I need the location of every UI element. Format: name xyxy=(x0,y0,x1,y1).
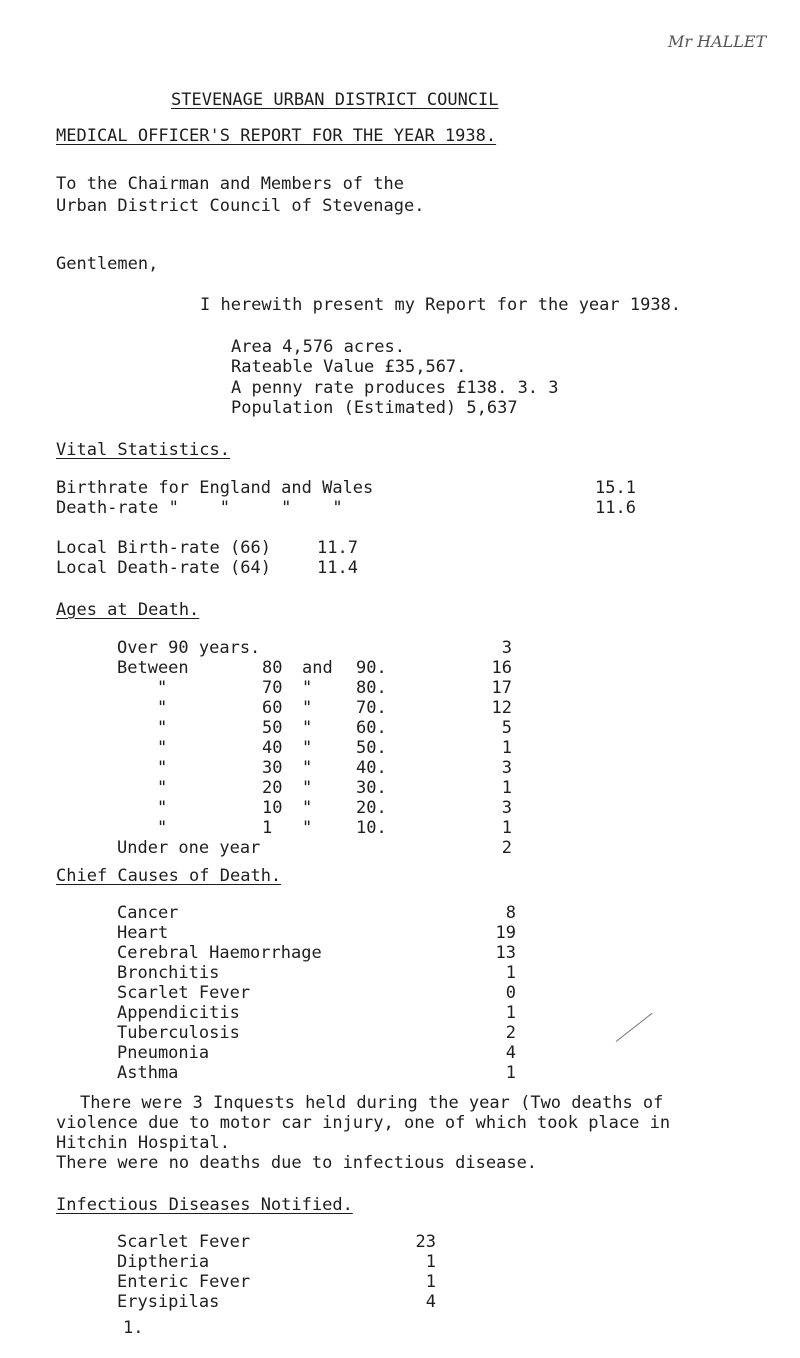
ages-at-death-heading: Ages at Death. xyxy=(56,600,200,620)
age-range-to: 40. xyxy=(356,758,387,778)
causes-of-death-heading: Chief Causes of Death. xyxy=(56,866,282,886)
age-death-count: 2 xyxy=(501,838,512,858)
cause-count: 1 xyxy=(505,963,516,983)
infectious-deaths-note: There were no deaths due to infectious disease. xyxy=(56,1153,538,1173)
inquests-line-1: There were 3 Inquests held during the year (Two deaths of xyxy=(80,1093,664,1113)
age-death-count: 5 xyxy=(501,718,512,738)
disease-label: Diptheria xyxy=(117,1252,210,1272)
age-death-count: 1 xyxy=(501,738,512,758)
age-range-from: 30 xyxy=(262,758,283,778)
age-range-to: 30. xyxy=(356,778,387,798)
age-range-and: " xyxy=(302,798,313,818)
cause-label: Heart xyxy=(117,923,169,943)
age-range-and: " xyxy=(302,678,313,698)
age-range-prefix: Under one year xyxy=(117,838,261,858)
birthrate-england-label: Birthrate for England and Wales xyxy=(56,478,374,498)
age-range-to: 80. xyxy=(356,678,387,698)
intro-paragraph: I herewith present my Report for the year 1938. xyxy=(200,295,682,315)
age-range-to: 10. xyxy=(356,818,387,838)
cause-count: 1 xyxy=(505,1003,516,1023)
fact-rateable-value: Rateable Value £35,567. xyxy=(231,357,467,377)
local-birthrate-label: Local Birth-rate (66) xyxy=(56,538,271,558)
cause-count: 2 xyxy=(505,1023,516,1043)
cause-count: 13 xyxy=(495,943,516,963)
disease-count: 1 xyxy=(425,1252,436,1272)
age-range-from: 60 xyxy=(262,698,283,718)
disease-label: Scarlet Fever xyxy=(117,1232,251,1252)
cause-count: 8 xyxy=(505,903,516,923)
fact-population: Population (Estimated) 5,637 xyxy=(231,398,518,418)
age-range-from: 10 xyxy=(262,798,283,818)
birthrate-england-value: 15.1 xyxy=(595,478,636,498)
vital-statistics-heading: Vital Statistics. xyxy=(56,440,230,460)
age-range-from: 1 xyxy=(262,818,273,838)
age-range-prefix: " xyxy=(157,818,168,838)
age-death-count: 1 xyxy=(501,818,512,838)
fact-area: Area 4,576 acres. xyxy=(231,337,405,357)
cause-label: Tuberculosis xyxy=(117,1023,240,1043)
age-range-from: 80 xyxy=(262,658,283,678)
age-range-and: " xyxy=(302,818,313,838)
age-range-to: 70. xyxy=(356,698,387,718)
fact-penny-rate: A penny rate produces £138. 3. 3 xyxy=(231,378,559,398)
age-range-and: " xyxy=(302,718,313,738)
age-range-to: 90. xyxy=(356,658,387,678)
local-birthrate-value: 11.7 xyxy=(317,538,358,558)
disease-count: 1 xyxy=(425,1272,436,1292)
age-death-count: 1 xyxy=(501,778,512,798)
age-death-count: 3 xyxy=(501,798,512,818)
age-range-prefix: " xyxy=(157,678,168,698)
cause-label: Appendicitis xyxy=(117,1003,240,1023)
age-range-from: 50 xyxy=(262,718,283,738)
age-death-count: 16 xyxy=(491,658,512,678)
age-death-count: 12 xyxy=(491,698,512,718)
cause-count: 0 xyxy=(505,983,516,1003)
age-range-and: " xyxy=(302,738,313,758)
cause-label: Cancer xyxy=(117,903,179,923)
council-heading: STEVENAGE URBAN DISTRICT COUNCIL xyxy=(171,90,499,110)
age-range-prefix: " xyxy=(157,798,168,818)
age-range-prefix: " xyxy=(157,698,168,718)
cause-label: Pneumonia xyxy=(117,1043,210,1063)
age-death-count: 3 xyxy=(501,638,512,658)
local-deathrate-label: Local Death-rate (64) xyxy=(56,558,271,578)
age-range-and: " xyxy=(302,698,313,718)
age-range-prefix: " xyxy=(157,738,168,758)
address-line-2: Urban District Council of Stevenage. xyxy=(56,196,425,216)
age-range-from: 40 xyxy=(262,738,283,758)
report-title: MEDICAL OFFICER'S REPORT FOR THE YEAR 1938. xyxy=(56,126,497,146)
age-range-and: " xyxy=(302,778,313,798)
age-range-to: 50. xyxy=(356,738,387,758)
cause-label: Bronchitis xyxy=(117,963,220,983)
page-number: 1. xyxy=(123,1318,144,1338)
disease-count: 4 xyxy=(425,1292,436,1312)
cause-count: 4 xyxy=(505,1043,516,1063)
disease-label: Enteric Fever xyxy=(117,1272,251,1292)
inquests-line-3: Hitchin Hospital. xyxy=(56,1133,230,1153)
deathrate-england-label: Death-rate " " " " xyxy=(56,498,343,518)
cause-count: 1 xyxy=(505,1063,516,1083)
age-range-prefix: " xyxy=(157,758,168,778)
age-range-from: 70 xyxy=(262,678,283,698)
disease-count: 23 xyxy=(415,1232,436,1252)
age-range-prefix: Over 90 years. xyxy=(117,638,261,658)
age-range-prefix: Between xyxy=(117,658,189,678)
cause-count: 19 xyxy=(495,923,516,943)
infectious-diseases-heading: Infectious Diseases Notified. xyxy=(56,1195,353,1215)
cause-label: Cerebral Haemorrhage xyxy=(117,943,322,963)
local-deathrate-value: 11.4 xyxy=(317,558,358,578)
address-line-1: To the Chairman and Members of the xyxy=(56,174,404,194)
inquests-line-2: violence due to motor car injury, one of which took place in xyxy=(56,1113,671,1133)
age-death-count: 17 xyxy=(491,678,512,698)
age-range-to: 60. xyxy=(356,718,387,738)
age-range-and: and xyxy=(302,658,333,678)
age-range-prefix: " xyxy=(157,718,168,738)
age-range-and: " xyxy=(302,758,313,778)
age-death-count: 3 xyxy=(501,758,512,778)
age-range-from: 20 xyxy=(262,778,283,798)
age-range-prefix: " xyxy=(157,778,168,798)
handwritten-annotation: Mr HALLET xyxy=(668,32,767,51)
cause-label: Scarlet Fever xyxy=(117,983,251,1003)
disease-label: Erysipilas xyxy=(117,1292,220,1312)
pencil-mark xyxy=(616,1013,653,1042)
salutation: Gentlemen, xyxy=(56,254,159,274)
cause-label: Asthma xyxy=(117,1063,179,1083)
deathrate-england-value: 11.6 xyxy=(595,498,636,518)
age-range-to: 20. xyxy=(356,798,387,818)
